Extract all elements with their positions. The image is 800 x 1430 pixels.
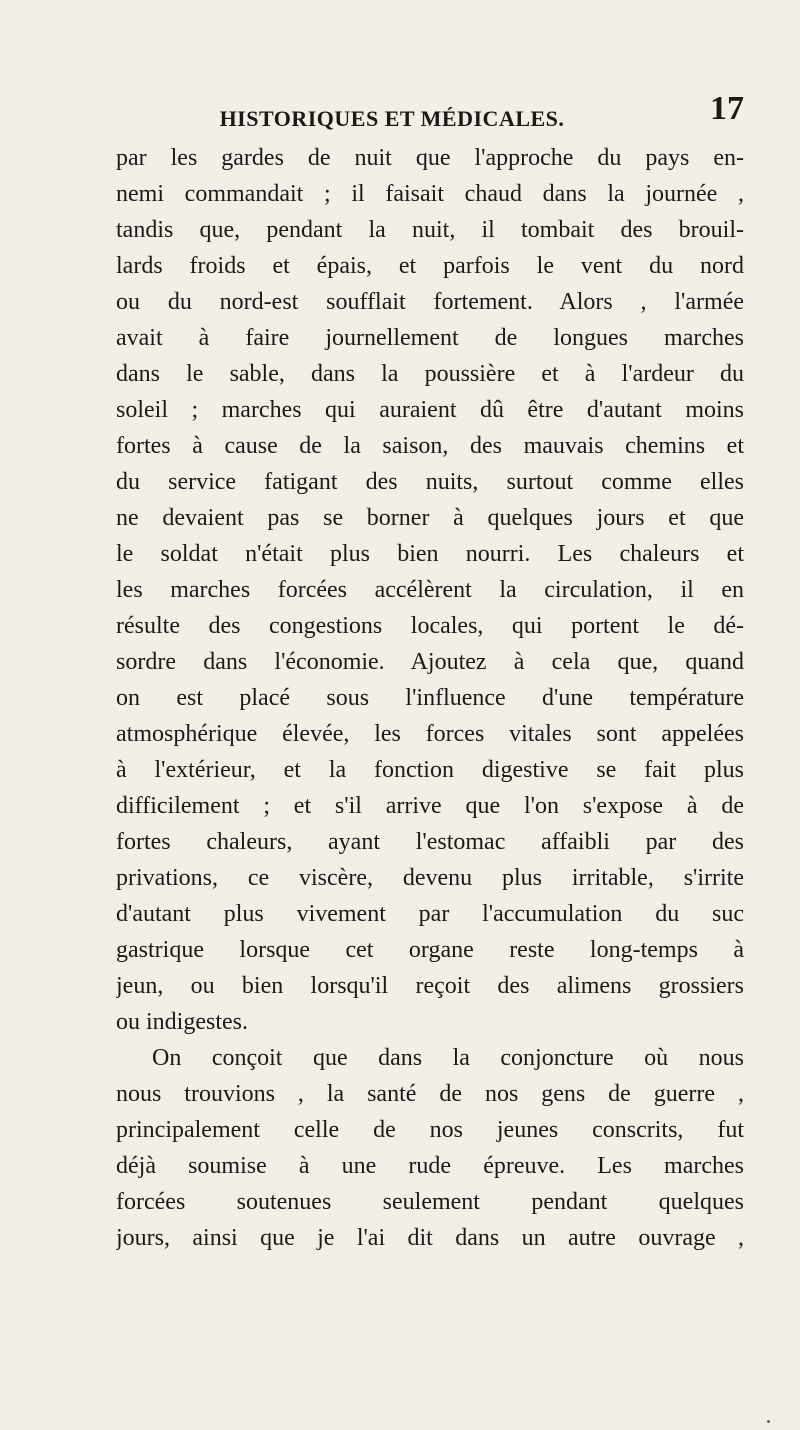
text-line: lards froids et épais, et parfois le vent du nord — [116, 253, 744, 279]
print-speck — [767, 1420, 770, 1423]
text-line: le soldat n'était plus bien nourri. Les chaleurs et — [116, 541, 744, 567]
text-line: d'autant plus vivement par l'accumulation du suc — [116, 901, 744, 927]
text-line: tandis que, pendant la nuit, il tombait des brouil- — [116, 217, 744, 243]
text-line: jeun, ou bien lorsqu'il reçoit des alimens grossiers — [116, 973, 744, 999]
text-line: nous trouvions , la santé de nos gens de guerre , — [116, 1081, 744, 1107]
text-line: avait à faire journellement de longues marches — [116, 325, 744, 351]
running-head — [116, 92, 744, 136]
text-line: du service fatigant des nuits, surtout comme elles — [116, 469, 744, 495]
text-line: ne devaient pas se borner à quelques jours et que — [116, 505, 744, 531]
text-line: privations, ce viscère, devenu plus irritable, s'irrite — [116, 865, 744, 891]
text-line: fortes à cause de la saison, des mauvais chemins et — [116, 433, 744, 459]
text-line: difficilement ; et s'il arrive que l'on s'expose à de — [116, 793, 744, 819]
text-line: les marches forcées accélèrent la circulation, il en — [116, 577, 744, 603]
text-line: gastrique lorsque cet organe reste long-temps à — [116, 937, 744, 963]
text-line: on est placé sous l'influence d'une température — [116, 685, 744, 711]
text-line: ou indigestes. — [116, 1009, 248, 1035]
text-line: ou du nord-est soufflait fortement. Alors , l'armée — [116, 289, 744, 315]
text-line: sordre dans l'économie. Ajoutez à cela que, quand — [116, 649, 744, 675]
text-line: forcées soutenues seulement pendant quelques — [116, 1189, 744, 1215]
text-line: On conçoit que dans la conjoncture où nous — [152, 1045, 744, 1071]
running-title: HISTORIQUES ET MÉDICALES. — [219, 106, 565, 131]
text-line: par les gardes de nuit que l'approche du pays en- — [116, 145, 744, 171]
text-line: déjà soumise à une rude épreuve. Les marches — [116, 1153, 744, 1179]
text-line: atmosphérique élevée, les forces vitales sont appelées — [116, 721, 744, 747]
text-line: à l'extérieur, et la fonction digestive se fait plus — [116, 757, 744, 783]
page-number: 17 — [710, 90, 744, 127]
text-line: soleil ; marches qui auraient dû être d'autant moins — [116, 397, 744, 423]
text-line: fortes chaleurs, ayant l'estomac affaibli par des — [116, 829, 744, 855]
body-text — [116, 140, 744, 1256]
text-line: principalement celle de nos jeunes conscrits, fut — [116, 1117, 744, 1143]
text-line: dans le sable, dans la poussière et à l'ardeur du — [116, 361, 744, 387]
text-line: résulte des congestions locales, qui portent le dé- — [116, 613, 744, 639]
text-line: jours, ainsi que je l'ai dit dans un autre ouvrage , — [116, 1225, 744, 1251]
text-line: nemi commandait ; il faisait chaud dans la journée , — [116, 181, 744, 207]
